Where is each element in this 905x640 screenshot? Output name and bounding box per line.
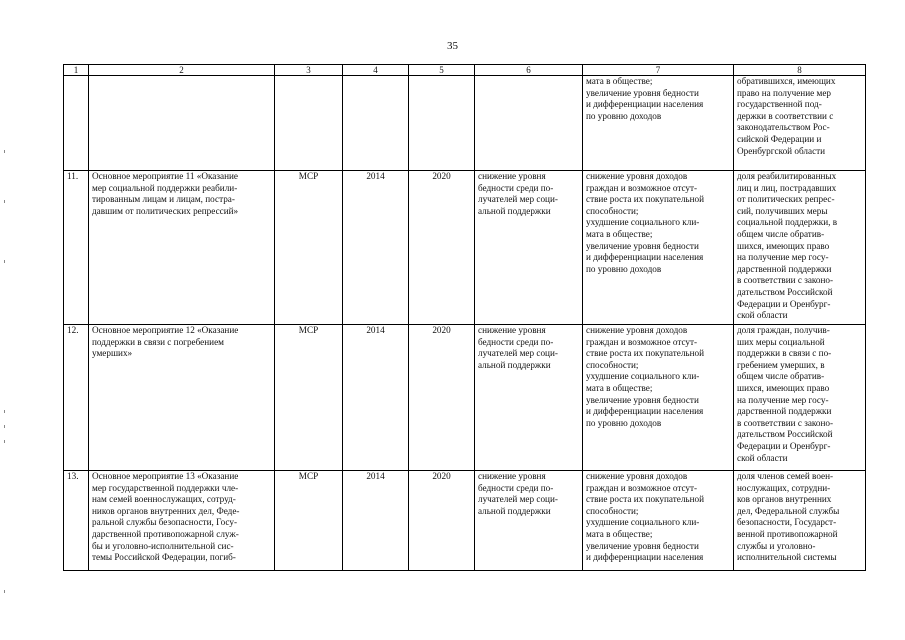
indicator-cell: доля реабилитированных лиц и лиц, пострадавших от политических репрес- сий, получивших меры социальной поддержки, в общем числе обратив- шихся, имеющих право на получение мер госу- дарственной поддержки в соответствии с законо- дательством Российской Федерации и Оренбург- ской области	[734, 171, 866, 325]
executor-cell: МСР	[275, 471, 343, 571]
column-number: 8	[734, 65, 866, 76]
column-number: 2	[89, 65, 275, 76]
column-number: 5	[409, 65, 475, 76]
table-row	[64, 471, 866, 571]
page-number: 35	[447, 40, 458, 52]
table-row	[64, 171, 866, 325]
end-year-cell: 2020	[409, 471, 475, 571]
risks-cell: снижение уровня доходов граждан и возможное отсут- ствие роста их покупательной способности; ухудшение социального кли- мата в обществе; увеличение уровня бедности и дифференциации населения по уровню доходов	[583, 171, 734, 325]
measures-table	[63, 64, 866, 571]
result-cell: снижение уровня бедности среди по- лучателей мер соци- альной поддержки	[475, 325, 583, 471]
row-number: 13.	[64, 471, 89, 571]
start-year-cell: 2014	[343, 471, 409, 571]
measure-name-cell: Основное мероприятие 12 «Оказание поддержки в связи с погребением умерших»	[89, 325, 275, 471]
indicator-cell: обратившихся, имеющих право на получение мер государственной под- держки в соответствии с законодательством Рос- сийской Федерации и Оренбургской области	[734, 76, 866, 171]
continuation-row	[64, 76, 866, 171]
column-number: 4	[343, 65, 409, 76]
indicator-cell: доля граждан, получив- ших меры социальной поддержки в связи с по- гребением умерших, в общем числе обратив- шихся, имеющих право на получение мер госу- дарственной поддержки в соответствии с законо- дательством Российской Федерации и Оренбург- ской области	[734, 325, 866, 471]
table-row	[64, 325, 866, 471]
indicator-cell: доля членов семей воен- нослужащих, сотрудни- ков органов внутренних дел, Федеральной службы безопасности, Государст- венной противопожарной службы и уголовно- исполнительной системы	[734, 471, 866, 571]
risks-cell: снижение уровня доходов граждан и возможное отсут- ствие роста их покупательной способности; ухудшение социального кли- мата в обществе; увеличение уровня бедности и дифференциации населения	[583, 471, 734, 571]
risks-cell: снижение уровня доходов граждан и возможное отсут- ствие роста их покупательной способности; ухудшение социального кли- мата в обществе; увеличение уровня бедности и дифференциации населения по уровню доходов	[583, 325, 734, 471]
column-number: 1	[64, 65, 89, 76]
start-year-cell: 2014	[343, 325, 409, 471]
result-cell: снижение уровня бедности среди по- лучателей мер соци- альной поддержки	[475, 171, 583, 325]
row-number: 12.	[64, 325, 89, 471]
column-number-row	[64, 65, 866, 76]
margin-marks	[4, 150, 6, 630]
risks-cell: мата в обществе; увеличение уровня бедности и дифференциации населения по уровню доходов	[583, 76, 734, 171]
column-number: 7	[583, 65, 734, 76]
measure-name-cell: Основное мероприятие 13 «Оказание мер государственной поддержки чле- нам семей военнослужащих, сотруд- ников органов внутренних дел, Феде- ральной службы безопасности, Госу- дарственной противопожарной служ- бы и уголовно-исполнительной сис- темы Российской Федерации, погиб-	[89, 471, 275, 571]
measure-name-cell: Основное мероприятие 11 «Оказание мер социальной поддержки реабили- тированным лицам и лицам, постра- давшим от политических репрессий»	[89, 171, 275, 325]
row-number: 11.	[64, 171, 89, 325]
end-year-cell: 2020	[409, 171, 475, 325]
result-cell: снижение уровня бедности среди по- лучателей мер соци- альной поддержки	[475, 471, 583, 571]
column-number: 3	[275, 65, 343, 76]
start-year-cell: 2014	[343, 171, 409, 325]
column-number: 6	[475, 65, 583, 76]
executor-cell: МСР	[275, 171, 343, 325]
executor-cell: МСР	[275, 325, 343, 471]
end-year-cell: 2020	[409, 325, 475, 471]
